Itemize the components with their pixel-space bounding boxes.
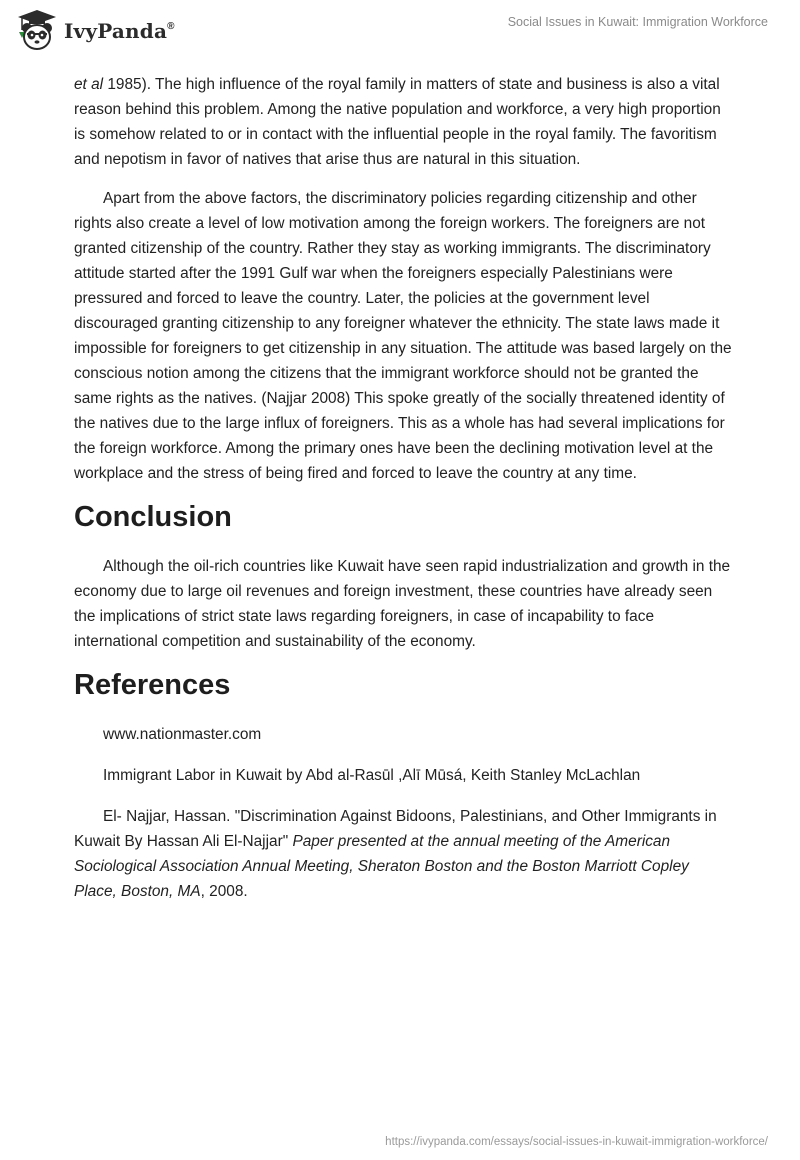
reference-item: www.nationmaster.com: [103, 726, 262, 743]
source-url-link[interactable]: https://ivypanda.com/essays/social-issues-in-kuwait-immigration-workforce/: [385, 1136, 768, 1148]
paragraph-1: et al 1985). The high influence of the royal family in matters of state and business is also a vital reason behind this problem. Among the native population and workforce, a very high proportion is somehow related to or in contact with the influential people in the royal family. The favoritism and nepotism in favor of natives that arise thus are natural in this situation.: [74, 76, 721, 168]
reference-item: Immigrant Labor in Kuwait by Abd al-Rasūl ,Alī Mūsá, Keith Stanley McLachlan: [103, 767, 641, 784]
conclusion-heading: Conclusion: [74, 501, 232, 533]
document-title: Social Issues in Kuwait: Immigration Workforce: [507, 15, 768, 29]
ivypanda-logo[interactable]: [14, 8, 175, 54]
paragraph-2: Apart from the above factors, the discriminatory policies regarding citizenship and other rights also create a level of low motivation among the foreign workers. The foreigners are not granted citizenship of the country. Rather they stay as working immigrants. The discriminatory attitude started after the 1991 Gulf war when the foreigners especially Palestinians were pressured and forced to leave the country. Later, the policies at the government level discouraged granting citizenship to any foreigner whatever the ethnicity. The state laws made it impossible for foreigners to get citizenship in any situation. The attitude was based largely on the conscious notion among the citizens that the immigrant workforce should not be granted the same rights as the natives. (Najjar 2008) This spoke greatly of the socially threatened identity of the natives due to the large influx of foreigners. This as a whole has had several implications for the foreign workforce. Among the primary ones have been the declining motivation level at the workplace and the stress of being fired and forced to leave the country at any time.: [74, 190, 732, 482]
references-heading: References: [74, 669, 231, 701]
conclusion-paragraph: Although the oil-rich countries like Kuwait have seen rapid industrialization and growth in the economy due to large oil revenues and foreign investment, these countries have already seen the implications of strict state laws regarding foreigners, in case of incapability to face international competition and sustainability of the economy.: [74, 558, 731, 650]
logo-text: IvyPanda®: [64, 19, 175, 43]
page-header: [0, 0, 800, 64]
reference-item: El- Najjar, Hassan. "Discrimination Against Bidoons, Palestinians, and Other Immigrants in Kuwait By Hassan Ali El-Najjar" Paper presented at the annual meeting of the American Sociological Association Annual Meeting, Sheraton Boston and the Boston Marriott Copley Place, Boston, MA, 2008.: [74, 808, 717, 900]
panda-logo-icon: [14, 8, 60, 54]
essay-content: [74, 72, 734, 920]
